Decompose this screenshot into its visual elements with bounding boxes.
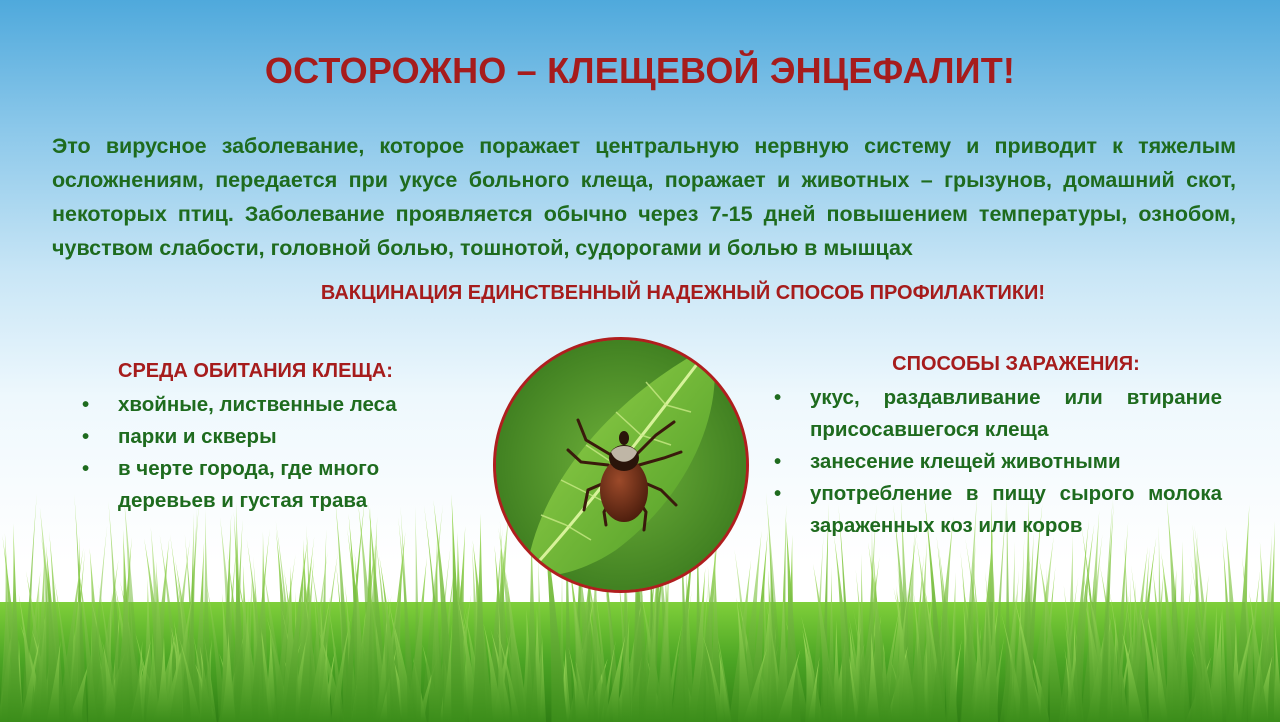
bullet-icon: • [774,386,782,409]
infection-heading: СПОСОБЫ ЗАРАЖЕНИЯ: [892,353,1140,375]
list-item-text: укус, раздавливание или втирание присосавшегося клеща [810,386,1222,441]
intro-paragraph: Это вирусное заболевание, которое поражает центральную нервную систему и приводит к тяжелым осложнениям, передается при укусе больного клеща, поражает и животных – грызунов, домашний скот, некоторых птиц. Заболевание проявляется обычно через 7-15 дней повышением температуры, ознобом, чувством слабости, головной болью, тошнотой, судорогами и болью в мышцах [52,134,1236,260]
infection-section [770,353,1222,542]
tick-on-leaf-photo [493,337,749,593]
list-item-text: употребление в пищу сырого молока зараженных коз или коров [810,482,1222,537]
list-item-text: хвойные, лиственные леса [118,393,397,416]
bullet-icon: • [82,393,90,416]
list-item-text: занесение клещей животными [810,450,1121,473]
list-item [770,478,1222,542]
list-item-text: парки и скверы [118,425,277,448]
bullet-icon: • [774,482,782,505]
list-item [770,382,1222,446]
habitat-list [78,389,458,517]
list-item [770,446,1222,478]
list-item [78,421,458,453]
infection-list [770,382,1222,542]
habitat-section [78,360,458,517]
habitat-heading: СРЕДА ОБИТАНИЯ КЛЕЩА: [118,360,393,382]
list-item [78,389,458,421]
tick-illustration [496,340,746,590]
bullet-icon: • [82,457,90,480]
bullet-icon: • [774,450,782,473]
page-title: ОСТОРОЖНО – КЛЕЩЕВОЙ ЭНЦЕФАЛИТ! [264,50,1016,91]
vaccination-notice: ВАКЦИНАЦИЯ ЕДИНСТВЕННЫЙ НАДЕЖНЫЙ СПОСОБ ПРОФИЛАКТИКИ! [320,282,1046,304]
list-item-text: в черте города, где много деревьев и густая трава [118,457,380,512]
list-item [78,453,458,517]
bullet-icon: • [82,425,90,448]
